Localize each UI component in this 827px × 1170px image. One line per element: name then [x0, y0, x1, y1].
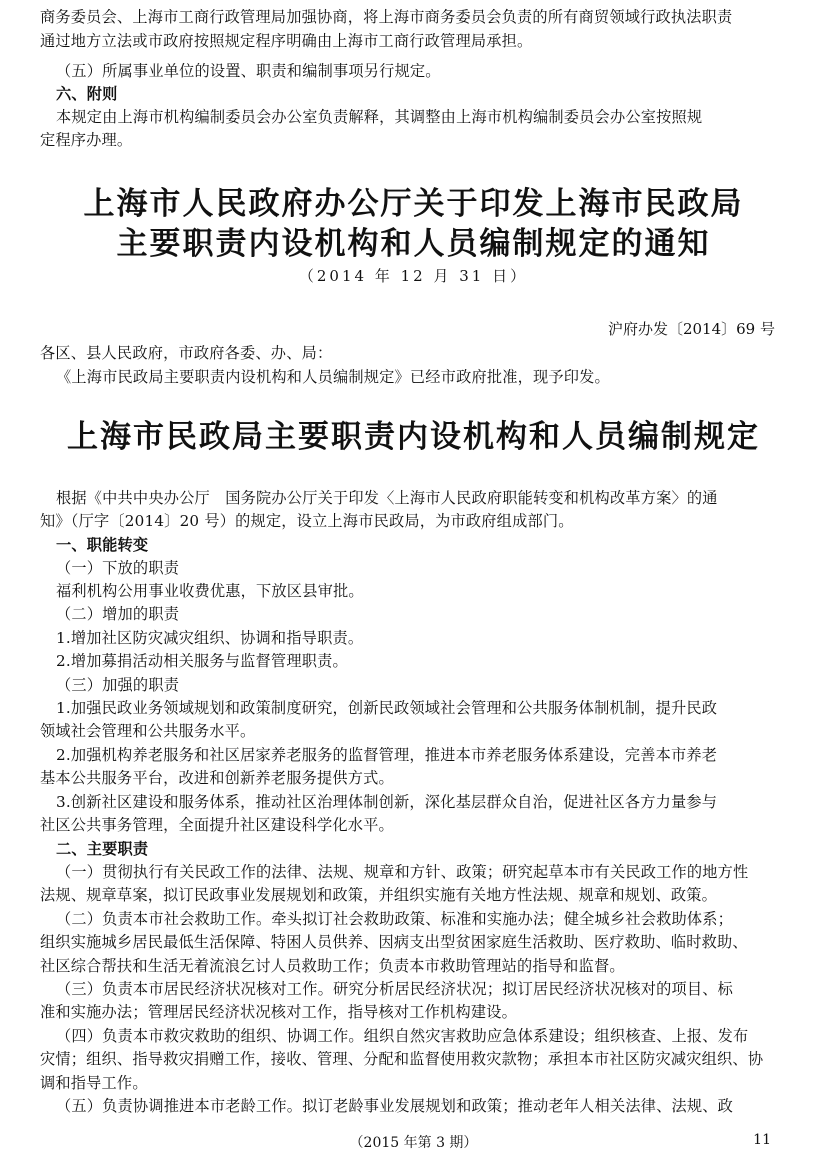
regulation-line: 3.创新社区建设和服务体系，推动社区治理体制创新，深化基层群众自治，促进社区各方力量参与 [56, 793, 718, 811]
regulation-line: 2.增加募捐活动相关服务与监督管理职责。 [56, 652, 348, 670]
top-paragraph-line: 通过地方立法或市政府按照规定程序明确由上海市工商行政管理局承担。 [40, 32, 533, 50]
subsection-heading: （一）下放的职责 [56, 559, 180, 577]
regulation-line: 组织实施城乡居民最低生活保障、特困人员供养、因病支出型贫困家庭生活救助、医疗救助、临时救助、 [40, 933, 748, 951]
regulation-line: 社区综合帮扶和生活无着流浪乞讨人员救助工作；负责本市救助管理站的指导和监督。 [40, 957, 625, 975]
regulation-line: 调和指导工作。 [40, 1074, 148, 1092]
page-number: 11 [753, 1132, 771, 1148]
section-heading: 一、职能转变 [56, 536, 149, 554]
subsection-heading: （三）加强的职责 [56, 676, 180, 694]
regulation-line: 基本公共服务平台，改进和创新养老服务提供方式。 [40, 769, 394, 787]
regulation-line: （四）负责本市救灾救助的组织、协调工作。组织自然灾害救助应急体系建设；组织核查、上报、发布 [56, 1027, 749, 1045]
regulation-line: 2.加强机构养老服务和社区居家养老服务的监督管理，推进本市养老服务体系建设，完善本市养老 [56, 746, 718, 764]
regulation-line: 准和实施办法；管理居民经济状况核对工作，指导核对工作机构建设。 [40, 1003, 518, 1021]
regulation-title: 上海市民政局主要职责内设机构和人员编制规定 [67, 419, 760, 455]
regulation-line: 1.加强民政业务领域规划和政策制度研究，创新民政领域社会管理和公共服务体制机制，提升民政 [56, 699, 718, 717]
regulation-line: （一）贯彻执行有关民政工作的法律、法规、规章和方针、政策；研究起草本市有关民政工作的地方性 [56, 863, 749, 881]
regulation-line: （三）负责本市居民经济状况核对工作。研究分析居民经济状况；拟订居民经济状况核对的项目、标 [56, 980, 734, 998]
regulation-line: （五）负责协调推进本市老龄工作。拟订老龄事业发展规划和政策；推动老年人相关法律、法规、政 [56, 1097, 734, 1115]
issue-label: （2015 年第 3 期） [349, 1135, 478, 1151]
regulation-line: （二）负责本市社会救助工作。牵头拟订社会救助政策、标准和实施办法；健全城乡社会救助体系； [56, 910, 734, 928]
regulation-line: 灾情；组织、指导救灾捐赠工作，接收、管理、分配和监督使用救灾款物；承担本市社区防灾减灾组织、协 [40, 1050, 764, 1068]
regulation-line: 1.增加社区防灾减灾组织、协调和指导职责。 [56, 629, 364, 647]
regulation-line: 社区公共事务管理，全面提升社区建设科学化水平。 [40, 816, 394, 834]
notice-date: （2014 年 12 月 31 日） [298, 267, 529, 285]
section-heading: 六、附则 [56, 85, 118, 103]
section-heading: 二、主要职责 [56, 840, 149, 858]
notice-title-line-2: 主要职责内设机构和人员编制规定的通知 [116, 226, 711, 262]
regulation-line: 福利机构公用事业收费优惠，下放区县审批。 [56, 582, 364, 600]
notice-title-line-1: 上海市人民政府办公厅关于印发上海市民政局 [83, 186, 744, 222]
notice-body: 《上海市民政局主要职责内设机构和人员编制规定》已经市政府批准，现予印发。 [56, 368, 610, 386]
document-number: 沪府办发〔2014〕69 号 [607, 320, 775, 338]
subsection-heading: （二）增加的职责 [56, 605, 180, 623]
regulation-line: 领域社会管理和公共服务水平。 [40, 722, 256, 740]
addressee: 各区、县人民政府，市政府各委、办、局： [40, 344, 333, 362]
regulation-line: 法规、规章草案，拟订民政事业发展规划和政策，并组织实施有关地方性法规、规章和规划、政策。 [40, 886, 718, 904]
top-paragraph-line: 定程序办理。 [40, 131, 133, 149]
top-paragraph-line: 商务委员会、上海市工商行政管理局加强协商，将上海市商务委员会负责的所有商贸领域行政执法职责 [40, 8, 733, 26]
regulation-line: 知》（厅字〔2014〕20 号）的规定，设立上海市民政局，为市政府组成部门。 [40, 512, 574, 530]
top-paragraph-line: （五）所属事业单位的设置、职责和编制事项另行规定。 [56, 62, 441, 80]
regulation-line: 根据《中共中央办公厅 国务院办公厅关于印发〈上海市人民政府职能转变和机构改革方案〉的通 [56, 489, 718, 507]
top-paragraph-line: 本规定由上海市机构编制委员会办公室负责解释，其调整由上海市机构编制委员会办公室按照规 [56, 108, 703, 126]
